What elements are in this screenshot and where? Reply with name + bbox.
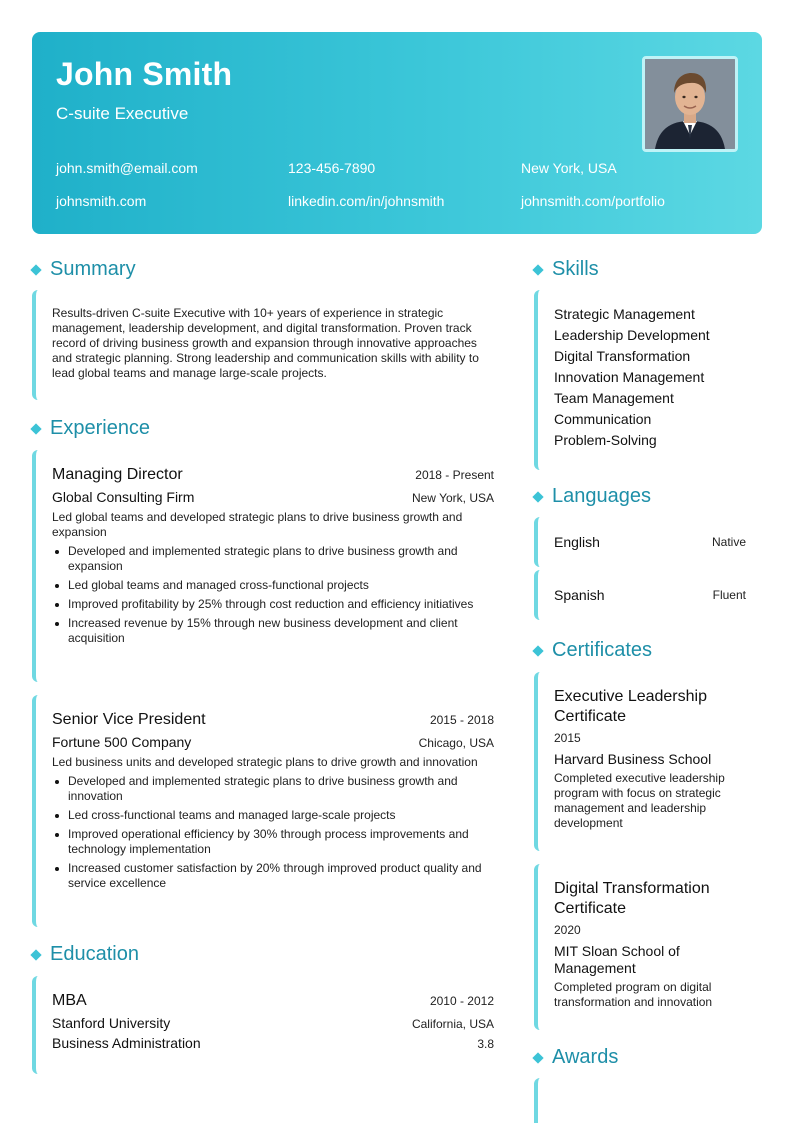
certificate-item [534,672,762,851]
certificates-heading-text: Certificates [552,639,653,661]
experience-item [32,450,496,682]
awards-heading-text: Awards [552,1046,619,1068]
skill-item: Team Management [554,390,674,406]
diamond-icon [532,264,543,275]
job-title: Senior Vice President [52,711,206,728]
certificate-issuer: MIT Sloan School of Management [554,943,680,976]
certificate-year: 2020 [554,923,581,937]
job-bullets [52,774,494,891]
certificate-name: Executive Leadership Certificate [554,688,707,725]
education-degree: MBA [52,992,87,1009]
diamond-icon [532,491,543,502]
awards-heading [534,1046,618,1069]
language-name: English [554,534,600,550]
job-company: Fortune 500 Company [52,734,192,750]
skill-item: Digital Transformation [554,348,691,364]
skill-item: Communication [554,411,652,427]
job-bullet: Led global teams and managed cross-functional projects [52,578,494,593]
contact-location: New York, USA [521,160,617,176]
certificate-year: 2015 [554,731,581,745]
diamond-icon [30,423,41,434]
languages-heading-text: Languages [552,485,651,507]
job-title: Managing Director [52,466,183,483]
education-item [32,976,496,1074]
job-bullet: Developed and implemented strategic plans to drive business growth and innovation [52,774,494,804]
experience-heading [32,417,150,440]
job-location: Chicago, USA [418,736,494,750]
job-bullet: Increased customer satisfaction by 20% through improved product quality and service excellence [52,861,494,891]
skill-item: Problem-Solving [554,432,657,448]
certificate-issuer: Harvard Business School [554,751,712,767]
skill-item: Leadership Development [554,327,710,343]
education-heading-text: Education [50,943,139,965]
candidate-name: John Smith [56,56,233,92]
experience-item [32,695,496,927]
job-bullet: Developed and implemented strategic plans to drive business growth and expansion [52,544,494,574]
education-gpa: 3.8 [477,1037,494,1051]
contact-portfolio[interactable]: johnsmith.com/portfolio [521,193,665,209]
education-location: California, USA [411,1017,494,1031]
certificate-description: Completed executive leadership program with focus on strategic management and leadership development [554,771,725,830]
job-company: Global Consulting Firm [52,489,195,505]
profile-photo [642,56,738,152]
skill-item: Innovation Management [554,369,705,385]
experience-heading-text: Experience [50,417,151,439]
diamond-icon [532,1052,543,1063]
candidate-title: C-suite Executive [56,104,189,123]
education-school: Stanford University [52,1015,171,1031]
diamond-icon [532,645,543,656]
job-bullet: Increased revenue by 15% through new business development and client acquisition [52,616,494,646]
job-location: New York, USA [411,491,494,505]
job-bullet: Led cross-functional teams and managed large-scale projects [52,808,494,823]
language-level: Native [711,535,746,549]
language-level: Fluent [712,588,746,602]
profile-photo-image [645,59,735,149]
job-bullet: Improved operational efficiency by 30% through process improvements and technology implementation [52,827,494,857]
skill-item: Strategic Management [554,306,695,322]
language-name: Spanish [554,587,605,603]
contact-linkedin[interactable]: linkedin.com/in/johnsmith [288,193,445,209]
job-dates: 2015 - 2018 [429,713,494,727]
language-item [534,570,762,620]
diamond-icon [30,949,41,960]
languages-heading [534,485,651,508]
certificate-item [534,864,762,1030]
summary-heading-text: Summary [50,258,136,280]
skills-card [534,290,762,470]
contact-email[interactable]: john.smith@email.com [56,160,198,176]
certificates-heading [534,639,652,662]
resume-header [32,32,762,234]
certificate-description: Completed program on digital transformation and innovation [554,980,713,1009]
job-description: Led business units and developed strategic plans to drive growth and innovation [52,755,478,769]
education-dates: 2010 - 2012 [429,994,494,1008]
education-heading [32,943,139,966]
awards-card [534,1078,762,1123]
job-description: Led global teams and developed strategic plans to drive business growth and expansion [52,510,463,539]
skills-heading [534,258,599,281]
skills-heading-text: Skills [552,258,599,280]
job-bullets [52,544,494,646]
diamond-icon [30,264,41,275]
contact-website[interactable]: johnsmith.com [56,193,147,209]
job-dates: 2018 - Present [415,468,494,482]
certificate-name: Digital Transformation Certificate [554,880,710,917]
contact-phone[interactable]: 123-456-7890 [288,160,376,176]
language-item [534,517,762,567]
summary-card [32,290,496,400]
education-field: Business Administration [52,1035,201,1051]
summary-text: Results-driven C-suite Executive with 10+ years of experience in strategic management, leadership development, and digital transformation. Proven track record of driving business growth and expansion through innovative approaches and strategic planning. Strong leadership and communication skills with ability to lead global teams and manage large-scale projects. [52,306,479,380]
summary-heading [32,258,136,281]
job-bullet: Improved profitability by 25% through cost reduction and efficiency initiatives [52,597,494,612]
